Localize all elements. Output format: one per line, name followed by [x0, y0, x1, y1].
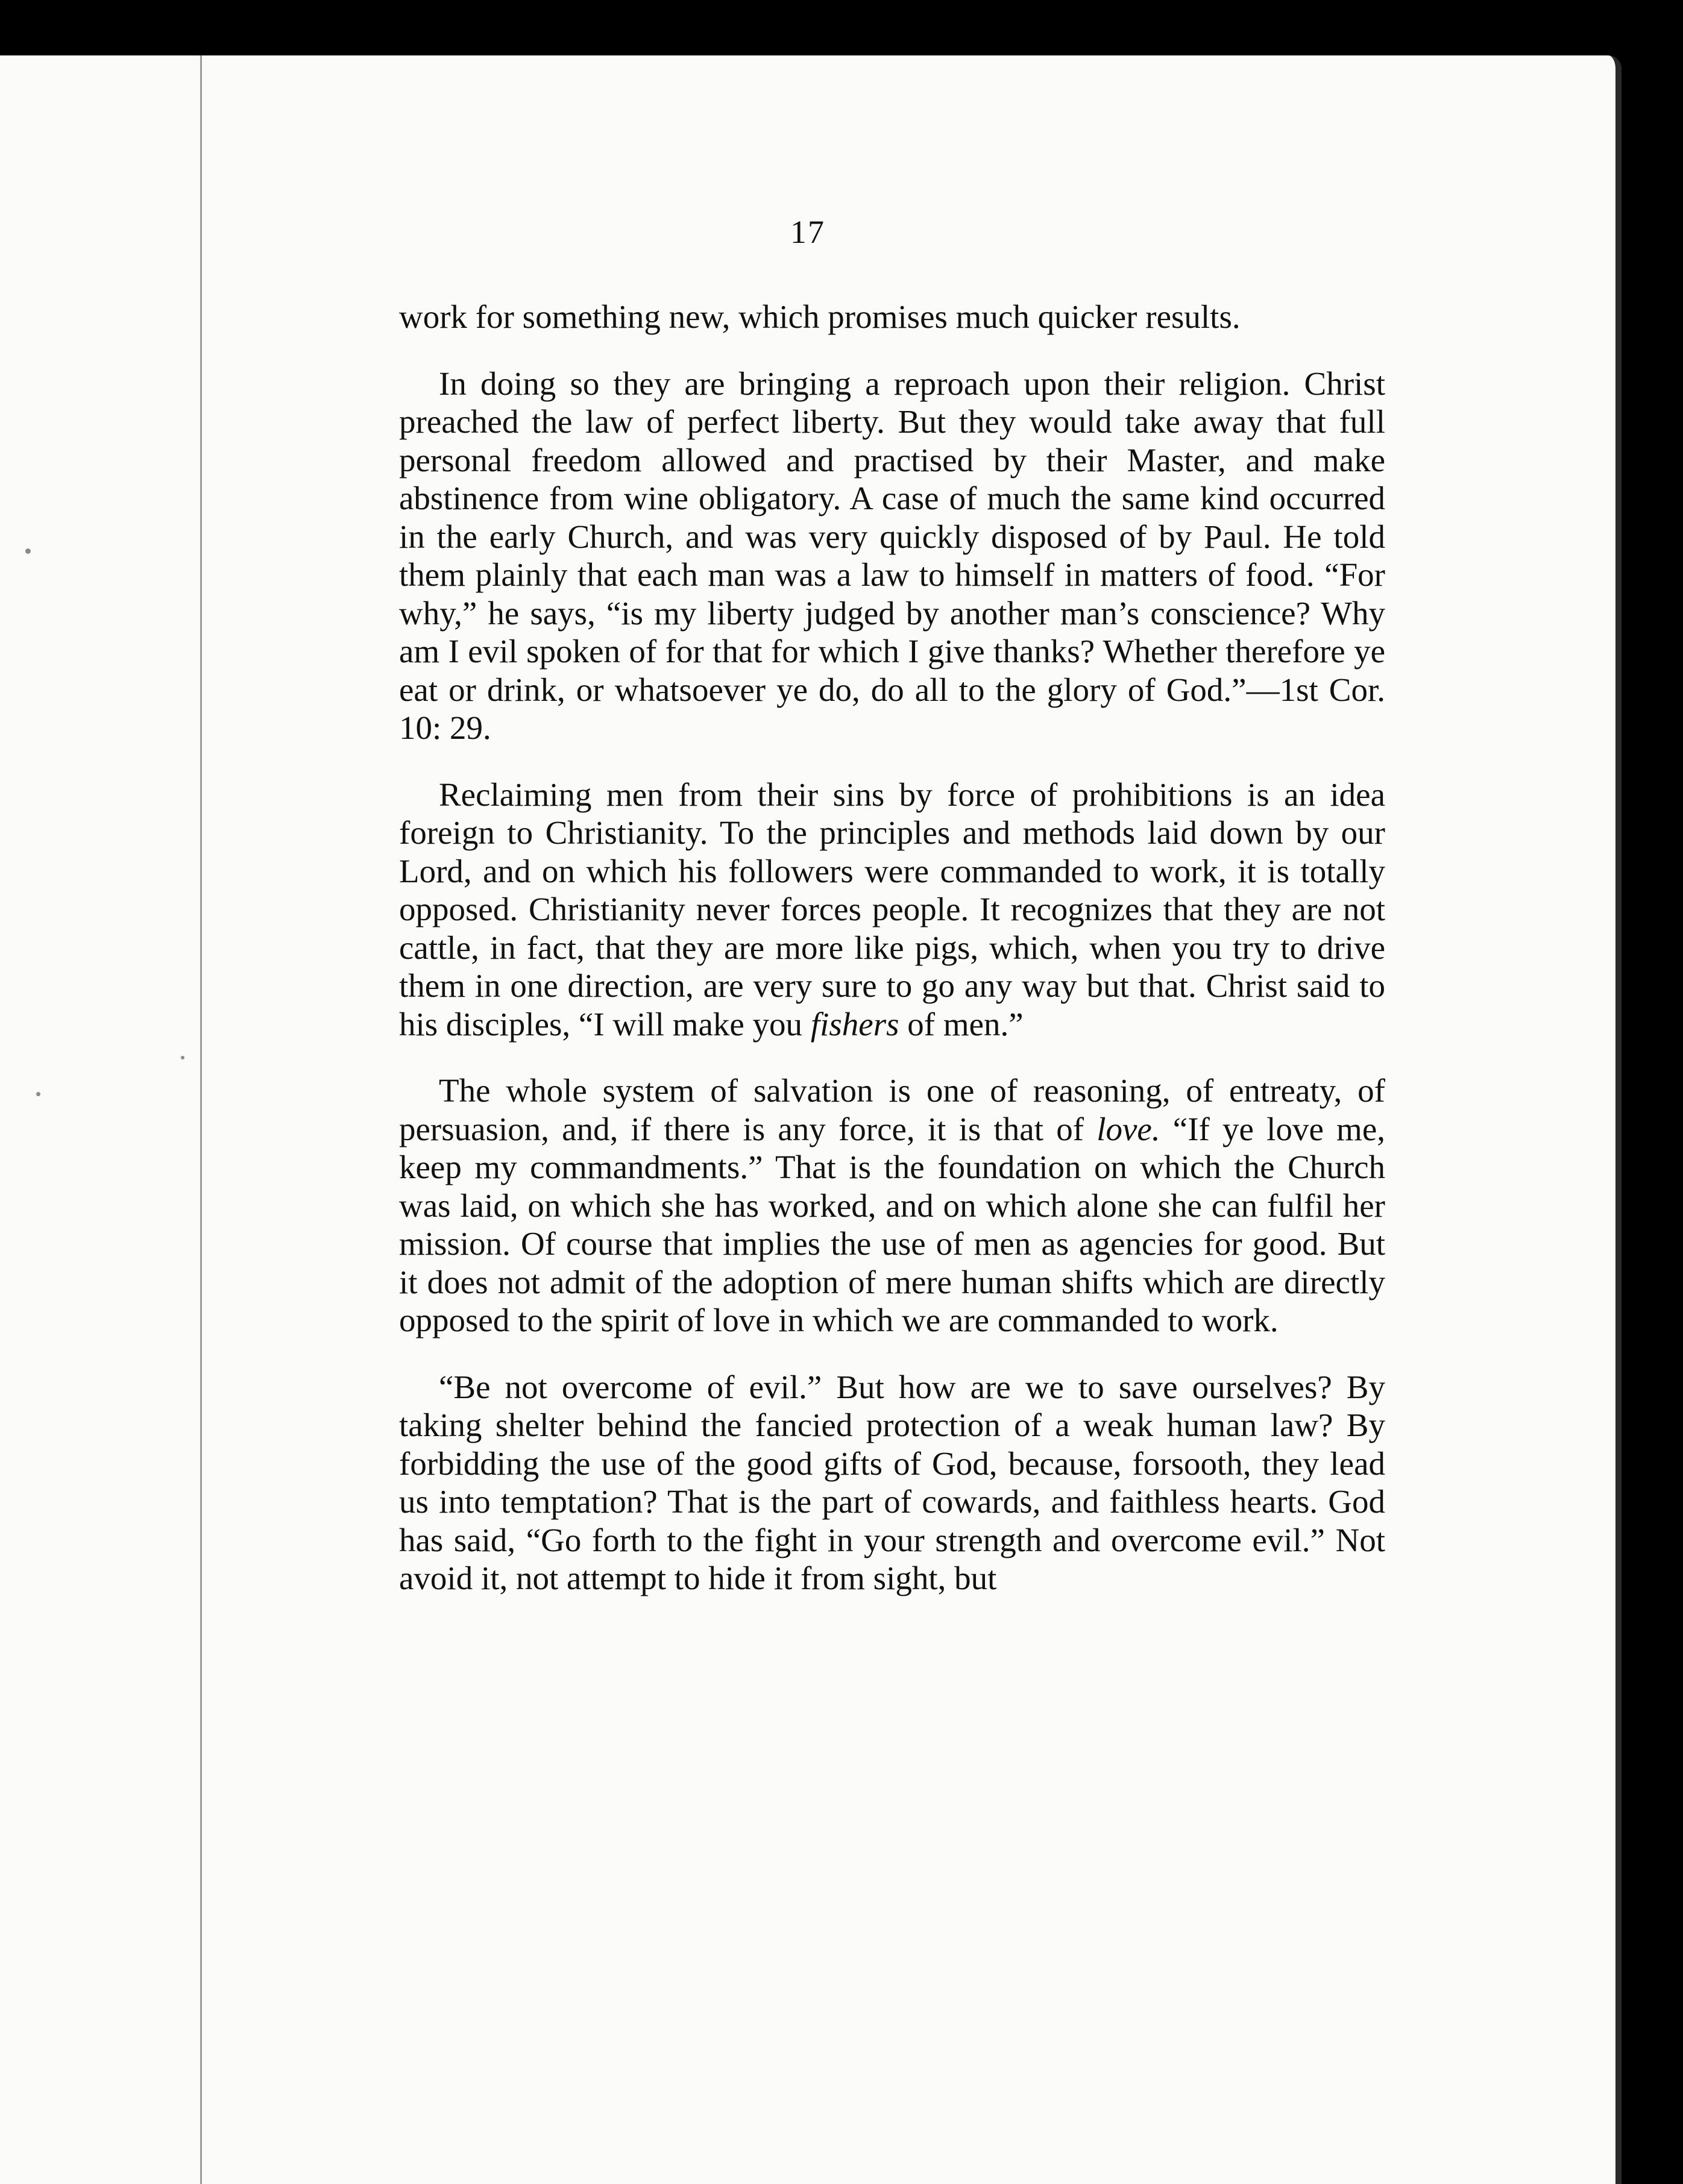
- paragraph-overcome: “Be not overcome of evil.” But how are we to save ourselves? By taking shelter behind the fancied protection of a weak human law? By forbidding the use of the good gifts of God, because, forsooth, they lead us into temptation? That is the part of cowards, and faithless hearts. God has said, “Go forth to the fight in your strength and overcome evil.” Not avoid it, not attempt to hide it from sight, but: [399, 1368, 1385, 1596]
- scan-speck: [25, 548, 31, 554]
- page-body: [399, 298, 1385, 1598]
- paragraph-salvation: [399, 1072, 1385, 1340]
- paragraph-reclaiming: [399, 776, 1385, 1044]
- paragraph-continuation: work for something new, which promises much quicker results.: [399, 298, 1241, 335]
- emphasis-text: fishers: [810, 1005, 899, 1043]
- page-number: 17: [790, 214, 825, 250]
- paragraph-text: The whole system of salvation is one of reasoning, of entreaty, of persuasion, and, if there is any force, it is that of: [399, 1072, 1385, 1147]
- paragraph-text: Reclaiming men from their sins by force of prohibitions is an idea foreign to Christianity. To the principles and methods laid down by our Lord, and on which his followers were commanded to work, it is totally opposed. Christianity never forces people. It recognizes that they are not cattle, in fact, that they are more like pigs, which, when you try to drive them in one direction, are very sure to go any way but that. Christ said to his disciples, “I will make you: [399, 776, 1385, 1043]
- paragraph-reproach: In doing so they are bringing a reproach upon their religion. Christ preached the law of perfect liberty. But they would take away that full personal freedom allowed and practised by their Master, and make abstinence from wine obligatory. A case of much the same kind occurred in the early Church, and was very quickly disposed of by Paul. He told them plainly that each man was a law to himself in matters of food. “For why,” he says, “is my liberty judged by another man’s conscience? Why am I evil spoken of for that for which I give thanks? Whether therefore ye eat or drink, or whatsoever ye do, do all to the glory of God.”—1st Cor. 10: 29.: [399, 365, 1385, 746]
- scan-speck: [181, 1056, 184, 1059]
- scan-speck: [36, 1092, 40, 1096]
- binding-edge: [200, 55, 202, 2184]
- paragraph-text: “If ye love me, keep my commandments.” That is the foundation on which the Church was laid, on which she has worked, and on which alone she can fulfil her mission. Of course that implies the use of men as agencies for good. But it does not admit of the adoption of mere human shifts which are directly opposed to the spirit of love in which we are commanded to work.: [399, 1110, 1385, 1338]
- scanned-page: [0, 55, 1622, 2184]
- emphasis-text: love.: [1096, 1110, 1160, 1147]
- paragraph-text: of men.”: [899, 1005, 1024, 1043]
